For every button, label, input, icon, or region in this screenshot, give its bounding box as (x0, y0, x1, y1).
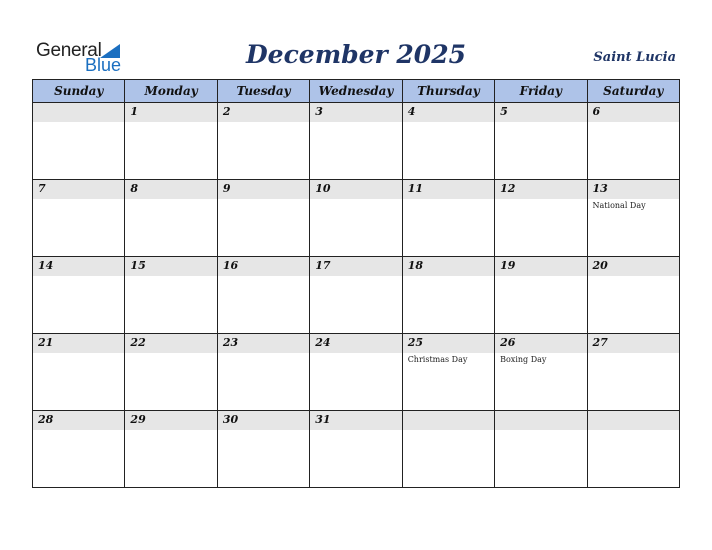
day-number: 27 (592, 336, 608, 349)
day-number: 3 (315, 105, 323, 118)
day-cell (587, 257, 679, 334)
day-number: 12 (500, 182, 516, 195)
day-number: 23 (222, 336, 239, 349)
week-row (33, 257, 680, 334)
day-cell (310, 103, 402, 180)
day-number-band (310, 103, 401, 122)
day-cell (33, 334, 125, 411)
day-number: 25 (407, 336, 423, 349)
day-number: 30 (222, 413, 239, 426)
day-cell (33, 180, 125, 257)
holiday-label: Christmas Day (407, 355, 468, 364)
weekday-header: Thursday (402, 80, 494, 103)
holiday-label: National Day (592, 201, 646, 210)
day-number: 17 (315, 259, 331, 272)
day-number-band (33, 180, 124, 199)
day-number: 15 (130, 259, 146, 272)
day-cell (402, 103, 494, 180)
day-cell (402, 257, 494, 334)
day-number-band (218, 103, 309, 122)
calendar-title: December 2025 (245, 40, 466, 69)
day-cell (125, 180, 217, 257)
day-number: 4 (407, 105, 416, 118)
day-number: 29 (130, 413, 146, 426)
day-number: 10 (315, 182, 331, 195)
day-number: 18 (407, 259, 423, 272)
day-cell (402, 334, 494, 411)
day-number-band (125, 180, 216, 199)
day-cell (495, 180, 587, 257)
day-cell (217, 180, 309, 257)
day-number-band (588, 411, 679, 430)
day-cell (402, 411, 494, 488)
day-cell (125, 257, 217, 334)
weekday-header: Wednesday (310, 80, 402, 103)
weekday-header-row (33, 80, 680, 103)
day-cell (587, 180, 679, 257)
weekday-header: Tuesday (217, 80, 309, 103)
day-cell (310, 257, 402, 334)
day-number: 28 (38, 413, 54, 426)
day-number: 21 (38, 336, 54, 349)
day-cell (33, 103, 125, 180)
day-number: 13 (592, 182, 608, 195)
country-name: Saint Lucia (593, 50, 676, 65)
day-cell (125, 411, 217, 488)
day-cell (125, 103, 217, 180)
day-cell (495, 257, 587, 334)
day-cell (587, 103, 679, 180)
week-row (33, 411, 680, 488)
day-number: 16 (222, 259, 239, 272)
day-number: 31 (315, 413, 331, 426)
day-number-band (33, 103, 124, 122)
day-number: 14 (38, 259, 54, 272)
day-number-band (218, 180, 309, 199)
day-number-band (403, 411, 494, 430)
day-number: 26 (500, 336, 516, 349)
week-row (33, 334, 680, 411)
day-cell (587, 334, 679, 411)
day-number: 24 (315, 336, 331, 349)
day-number: 22 (130, 336, 146, 349)
day-cell (402, 180, 494, 257)
day-cell (33, 257, 125, 334)
day-cell (495, 103, 587, 180)
day-number-band (125, 103, 216, 122)
day-cell (33, 411, 125, 488)
day-cell (310, 334, 402, 411)
day-number-band (495, 103, 586, 122)
day-cell (217, 257, 309, 334)
weekday-header: Sunday (33, 80, 125, 103)
day-cell (217, 103, 309, 180)
day-number: 9 (222, 182, 231, 195)
weekday-header: Saturday (587, 80, 679, 103)
day-number-band (588, 103, 679, 122)
day-number: 19 (500, 259, 516, 272)
day-number-band (495, 411, 586, 430)
day-number: 7 (38, 182, 46, 195)
holiday-label: Boxing Day (500, 355, 547, 364)
week-row (33, 103, 680, 180)
day-number: 5 (500, 105, 508, 118)
day-number: 2 (222, 105, 231, 118)
day-cell (310, 180, 402, 257)
day-cell (217, 334, 309, 411)
day-cell (125, 334, 217, 411)
day-number-band (403, 103, 494, 122)
day-cell (310, 411, 402, 488)
day-cell (587, 411, 679, 488)
calendar-grid (32, 79, 680, 488)
weekday-header: Monday (125, 80, 217, 103)
weekday-header: Friday (495, 80, 587, 103)
day-cell (217, 411, 309, 488)
day-number: 6 (592, 105, 601, 118)
logo-blue-text: Blue (85, 55, 122, 75)
day-cell (495, 411, 587, 488)
day-number: 11 (407, 182, 423, 195)
day-cell (495, 334, 587, 411)
day-number: 1 (130, 105, 139, 118)
week-row (33, 180, 680, 257)
day-number: 8 (130, 182, 139, 195)
day-number: 20 (592, 259, 608, 272)
logo-general-text: General (36, 40, 102, 61)
